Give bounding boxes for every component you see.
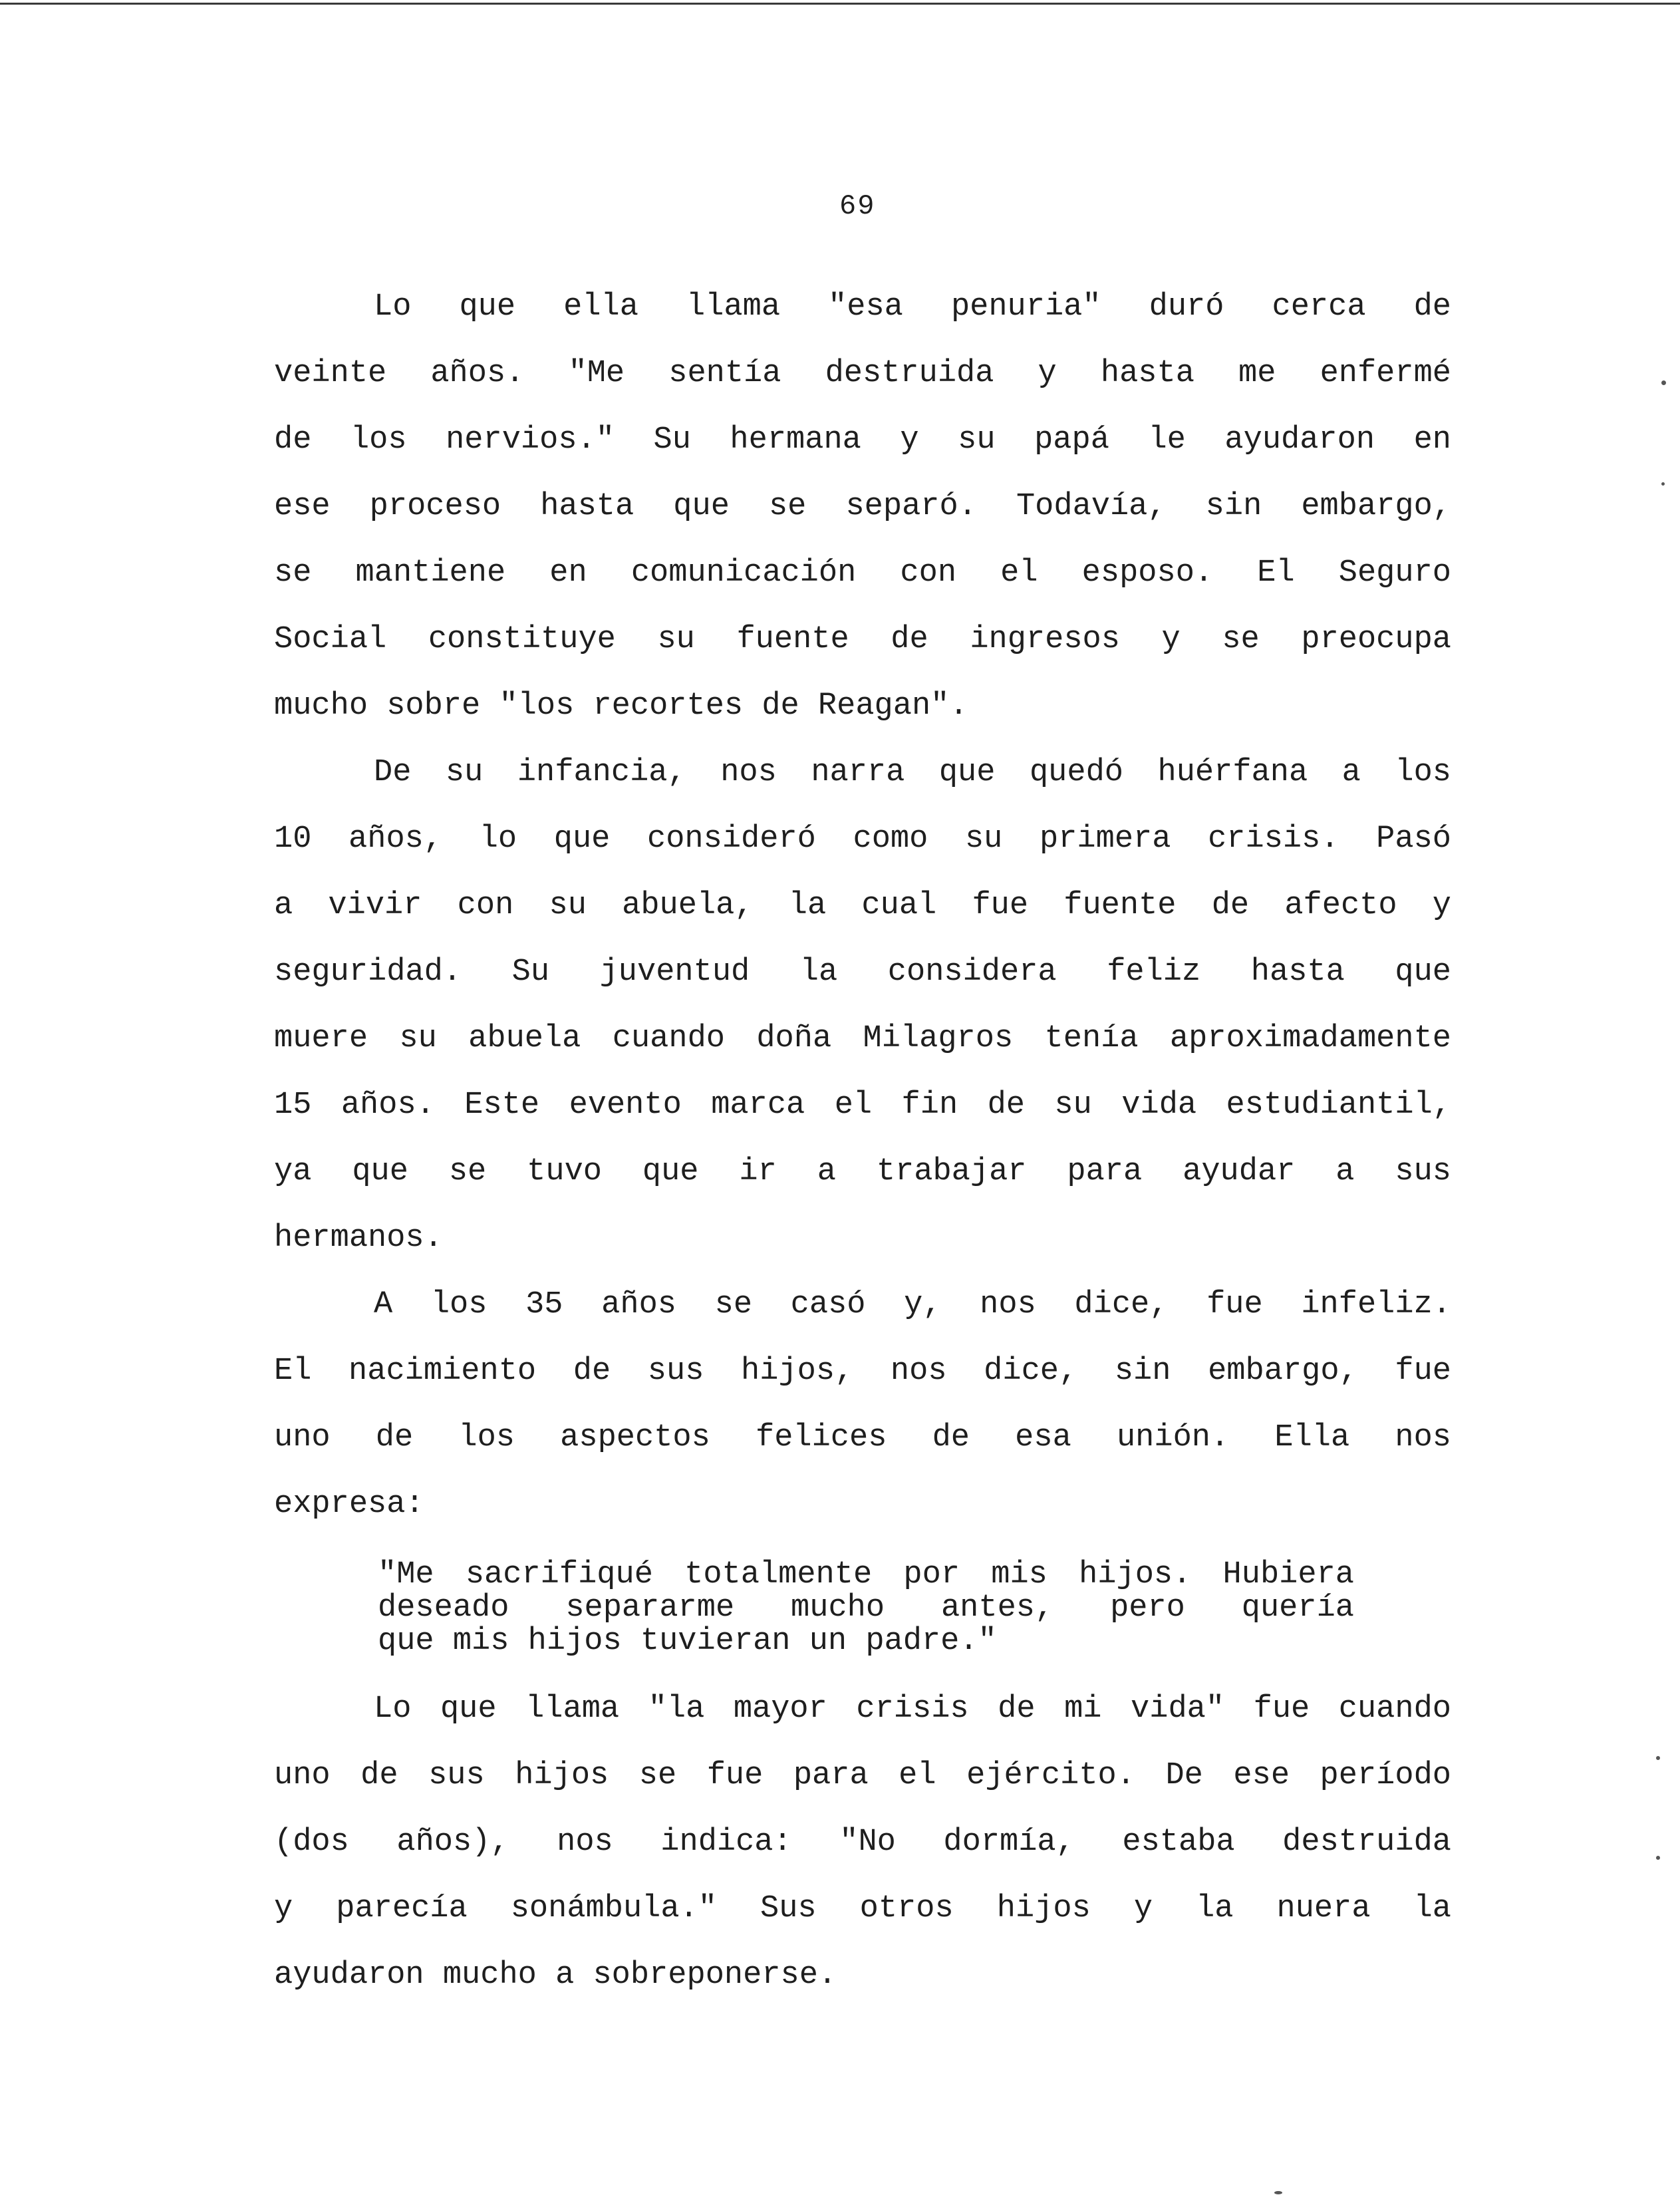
text-line: uno de los aspectos felices de esa unión. Ella nos: [274, 1420, 1451, 1455]
text-line: muere su abuela cuando doña Milagros tenía aproximadamente: [274, 1021, 1451, 1056]
text-line: uno de sus hijos se fue para el ejército. De ese período: [274, 1758, 1451, 1793]
block-quote: [378, 1558, 1354, 1658]
scan-speck: [1656, 1856, 1660, 1860]
scan-speck: [1656, 1756, 1660, 1760]
quote-line: "Me sacrifiqué totalmente por mis hijos. Hubiera: [378, 1557, 1354, 1592]
page-top-edge: [0, 3, 1680, 5]
text-line: de los nervios." Su hermana y su papá le ayudaron en: [274, 422, 1451, 458]
scan-speck: [1274, 2191, 1282, 2194]
text-line: 10 años, lo que consideró como su primera crisis. Pasó: [274, 821, 1451, 857]
scan-speck: [1661, 482, 1665, 486]
paragraph-2: [274, 740, 1451, 1272]
paragraph-1: [274, 274, 1451, 740]
page-number: 69: [839, 190, 876, 222]
text-line: De su infancia, nos narra que quedó huérfana a los: [374, 755, 1451, 790]
text-line: ayudaron mucho a sobreponerse.: [274, 1958, 837, 1993]
text-line: seguridad. Su juventud la considera feliz hasta que: [274, 955, 1451, 990]
text-line: A los 35 años se casó y, nos dice, fue infeliz.: [374, 1287, 1451, 1322]
text-line: veinte años. "Me sentía destruida y hasta me enfermé: [274, 356, 1451, 391]
text-line: 15 años. Este evento marca el fin de su vida estudiantil,: [274, 1088, 1451, 1123]
paragraph-4: [274, 1676, 1451, 2009]
text-line: (dos años), nos indica: "No dormía, estaba destruida: [274, 1825, 1451, 1860]
paragraph-3: [274, 1272, 1451, 1538]
text-line: Lo que llama "la mayor crisis de mi vida" fue cuando: [374, 1692, 1451, 1727]
text-line: y parecía sonámbula." Sus otros hijos y la nuera la: [274, 1891, 1451, 1926]
text-line: mucho sobre "los recortes de Reagan".: [274, 688, 968, 724]
text-line: se mantiene en comunicación con el esposo. El Seguro: [274, 555, 1451, 591]
text-line: El nacimiento de sus hijos, nos dice, sin embargo, fue: [274, 1354, 1451, 1389]
text-line: Lo que ella llama "esa penuria" duró cerca de: [374, 289, 1451, 325]
text-line: ese proceso hasta que se separó. Todavía, sin embargo,: [274, 489, 1451, 524]
text-line: ya que se tuvo que ir a trabajar para ayudar a sus: [274, 1154, 1451, 1189]
quote-line: que mis hijos tuvieran un padre.": [378, 1624, 997, 1659]
quote-line: deseado separarme mucho antes, pero quería: [378, 1590, 1354, 1626]
text-line: hermanos.: [274, 1221, 443, 1256]
text-line: expresa:: [274, 1487, 424, 1522]
scan-speck: [1661, 380, 1666, 385]
text-line: Social constituye su fuente de ingresos y se preocupa: [274, 622, 1451, 657]
text-line: a vivir con su abuela, la cual fue fuente de afecto y: [274, 888, 1451, 923]
